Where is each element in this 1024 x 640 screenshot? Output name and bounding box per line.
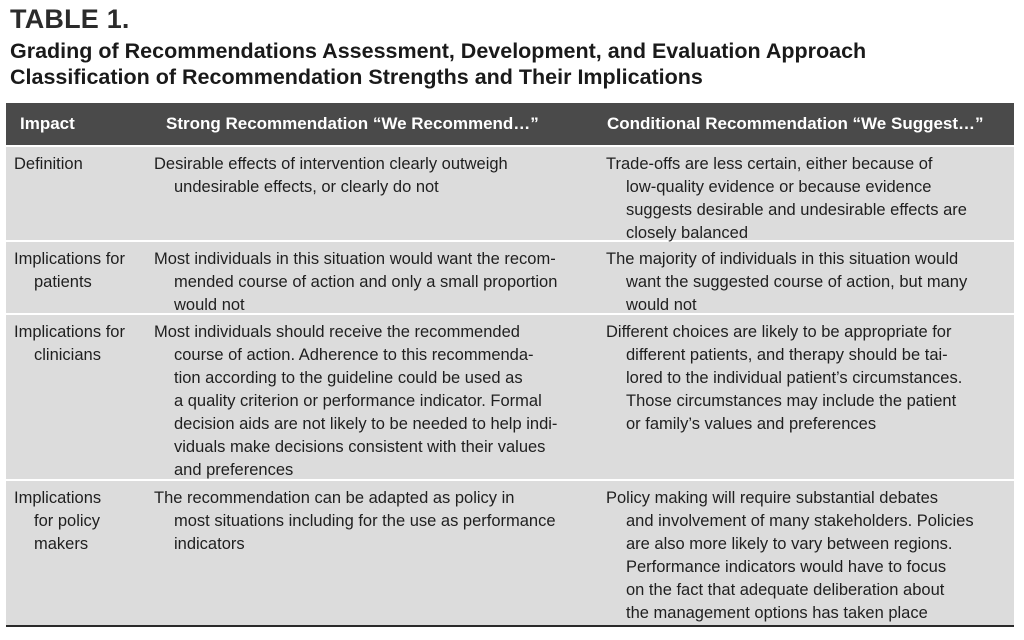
cell-line: want the suggested course of action, but many [626,273,968,291]
cell-line: Different choices are likely to be appropriate for [606,323,952,341]
header-strong-recommendation: Strong Recommendation “We Recommend…” [166,114,539,133]
conditional-cell [598,315,1014,479]
cell-line: Policy making will require substantial debates [606,489,938,507]
cell-line: The majority of individuals in this situation would [606,250,959,268]
strong-cell [146,242,598,313]
cell-line: suggests desirable and undesirable effects are [626,201,967,219]
cell-line: Most individuals in this situation would want the recom- [154,250,556,268]
cell-line: undesirable effects, or clearly do not [174,178,439,196]
strong-cell [146,147,598,240]
cell-line: makers [34,535,89,553]
cell-line: Most individuals should receive the recommended [154,323,520,341]
cell-line: are also more likely to vary between regions. [626,535,953,553]
cell-line: Implications [14,489,102,507]
cell-line: the management options has taken place [626,604,928,622]
strong-cell [146,481,598,625]
cell-line: on the fact that adequate deliberation about [626,581,945,599]
cell-line: Performance indicators would have to focus [626,558,947,576]
table-caption [10,38,1010,90]
conditional-cell [598,242,1014,313]
cell-line: would not [174,296,245,314]
cell-line: or family’s values and preferences [626,415,877,433]
impact-cell [6,242,146,313]
cell-line: and involvement of many stakeholders. Policies [626,512,974,530]
recommendation-table [6,103,1014,627]
table-row-clinicians [6,313,1014,479]
strong-cell [146,315,598,479]
cell-line: a quality criterion or performance indicator. Formal [174,392,542,410]
cell-line: Those circumstances may include the patient [626,392,957,410]
cell-line: and preferences [174,461,294,479]
table-row-patients [6,240,1014,313]
cell-line: Desirable effects of intervention clearly outweigh [154,155,508,173]
impact-cell [6,315,146,479]
table-row-policy-makers [6,479,1014,625]
cell-line: for policy [34,512,101,530]
impact-cell [6,147,146,240]
cell-line: would not [626,296,697,314]
table-row-definition [6,145,1014,240]
cell-line: mended course of action and only a small proportion [174,273,558,291]
caption-line: Grading of Recommendations Assessment, Development, and Evaluation Approach [10,39,867,63]
cell-line: most situations including for the use as performance [174,512,556,530]
conditional-cell [598,147,1014,240]
header-impact: Impact [20,114,75,133]
caption-line: Classification of Recommendation Strengths and Their Implications [10,65,703,89]
cell-line: lored to the individual patient’s circumstances. [626,369,963,387]
conditional-cell [598,481,1014,625]
impact-cell [6,481,146,625]
cell-line: Implications for [14,323,125,341]
header-conditional-recommendation: Conditional Recommendation “We Suggest…” [607,114,984,133]
cell-line: course of action. Adherence to this recommenda- [174,346,534,364]
cell-line: closely balanced [626,224,748,242]
cell-line: tion according to the guideline could be used as [174,369,523,387]
table-label: TABLE 1. [10,4,130,34]
cell-line: The recommendation can be adapted as policy in [154,489,515,507]
cell-line: viduals make decisions consistent with their values [174,438,546,456]
cell-line: Trade-offs are less certain, either because of [606,155,933,173]
cell-line: Definition [14,155,83,173]
cell-line: patients [34,273,92,291]
cell-line: Implications for [14,250,125,268]
cell-line: decision aids are not likely to be needed to help indi- [174,415,558,433]
cell-line: low-quality evidence or because evidence [626,178,932,196]
cell-line: different patients, and therapy should be tai- [626,346,948,364]
table-header-row [6,103,1014,145]
cell-line: indicators [174,535,245,553]
cell-line: clinicians [34,346,101,364]
